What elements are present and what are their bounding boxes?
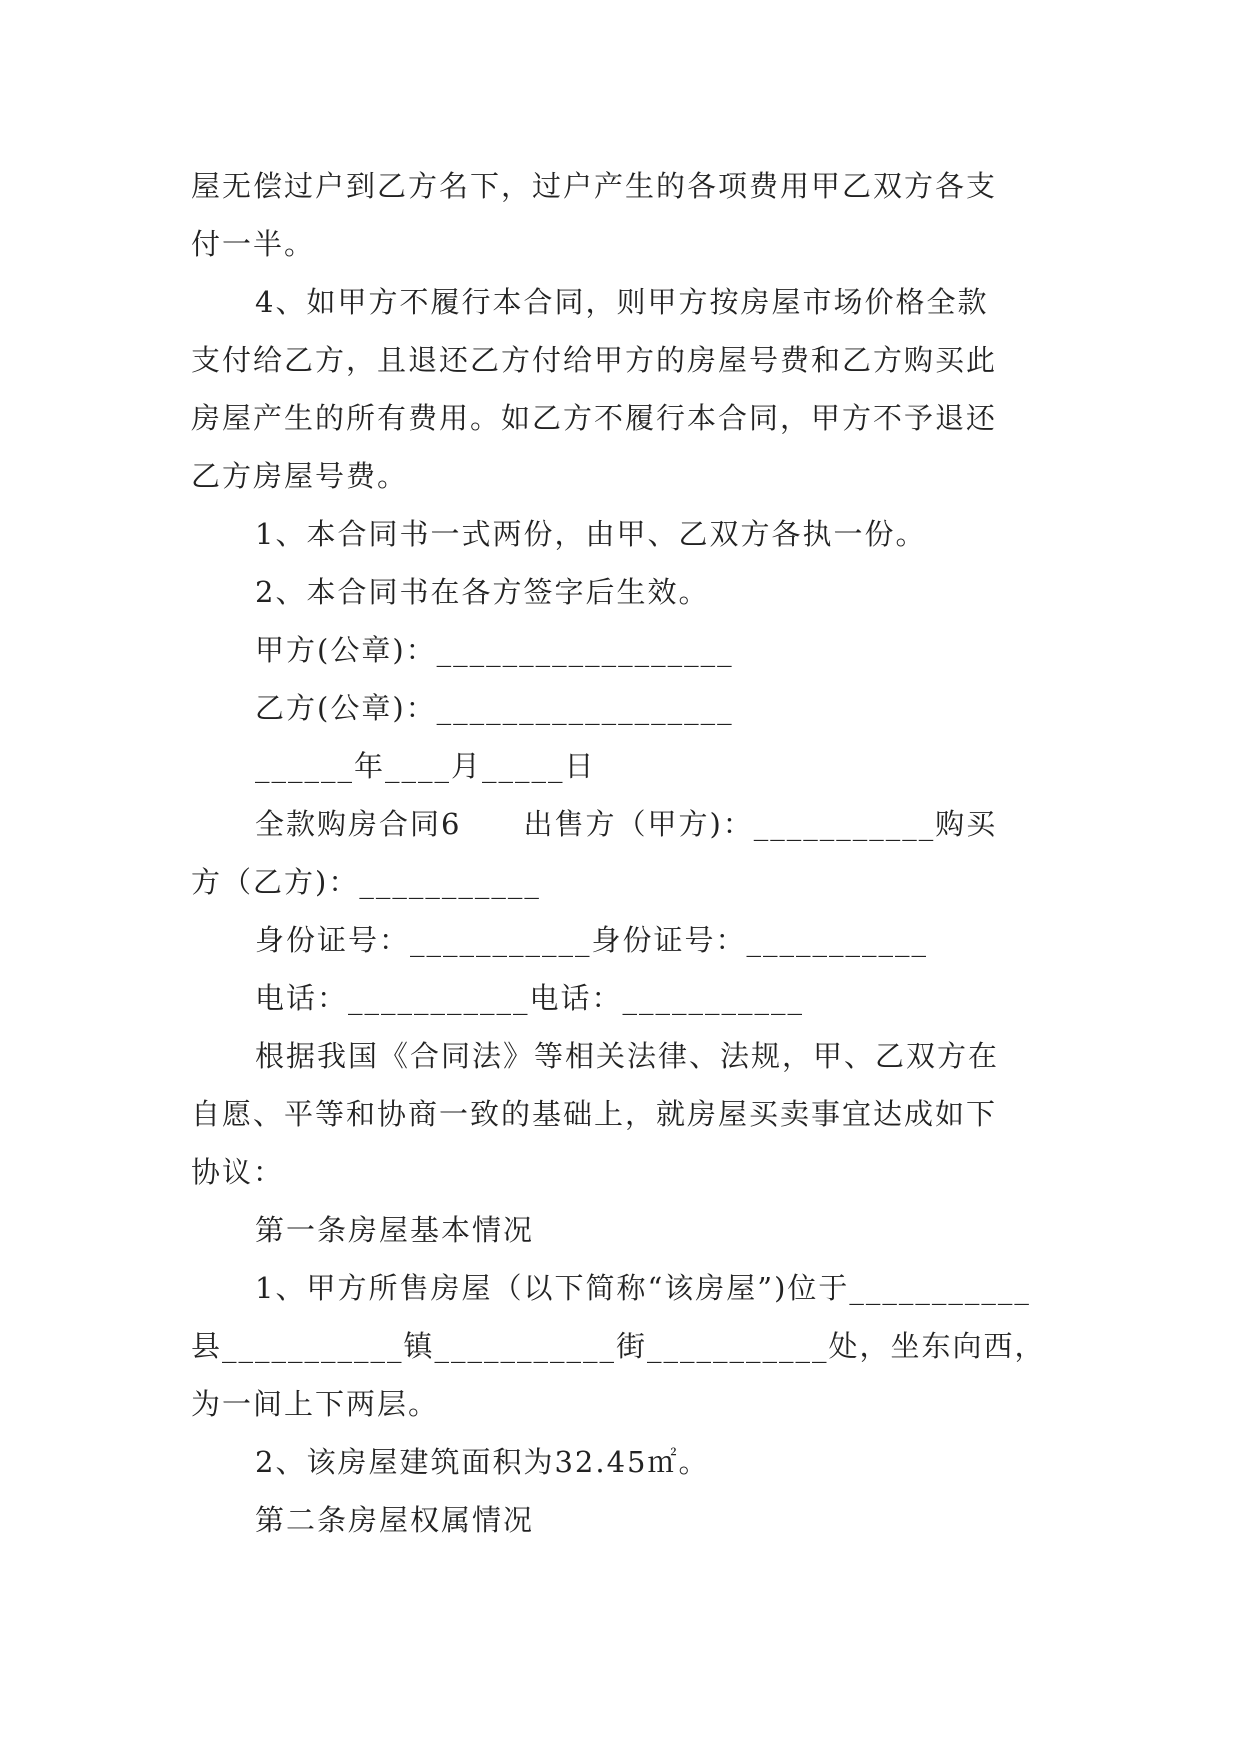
text-line: 1、本合同书一式两份，由甲、乙双方各执一份。 — [255, 517, 927, 551]
signature-line-party-a: 甲方(公章)：__________________ — [255, 633, 734, 667]
text-line: 支付给乙方，且退还乙方付给甲方的房屋号费和乙方购买此 — [191, 343, 998, 377]
text-line: 2、本合同书在各方签字后生效。 — [255, 575, 710, 609]
text-line: 4、如甲方不履行本合同，则甲方按房屋市场价格全款 — [255, 285, 989, 319]
text-line: 为一间上下两层。 — [191, 1387, 440, 1421]
text-line: 全款购房合同6 出售方（甲方)：___________购买 — [255, 807, 998, 841]
text-line: 屋无偿过户到乙方名下，过户产生的各项费用甲乙双方各支 — [191, 169, 998, 203]
text-line: 方（乙方)：___________ — [191, 865, 541, 899]
phone-line: 电话：___________电话：___________ — [255, 981, 805, 1015]
section-heading: 第一条房屋基本情况 — [255, 1213, 535, 1247]
section-heading: 第二条房屋权属情况 — [255, 1503, 535, 1537]
text-line: 2、该房屋建筑面积为32.45㎡。 — [255, 1445, 710, 1479]
date-line: ______年____月_____日 — [255, 749, 596, 783]
text-line: 乙方房屋号费。 — [191, 459, 409, 493]
text-line: 根据我国《合同法》等相关法律、法规，甲、乙双方在 — [255, 1039, 1000, 1073]
text-line: 协议： — [191, 1155, 285, 1189]
text-line: 自愿、平等和协商一致的基础上，就房屋买卖事宜达成如下 — [191, 1097, 998, 1131]
text-line: 1、甲方所售房屋（以下简称“该房屋”)位于___________ — [255, 1271, 1031, 1305]
text-line: 县___________镇___________街___________处，坐东向西， — [191, 1329, 1046, 1363]
id-number-line: 身份证号：___________身份证号：___________ — [255, 923, 929, 957]
signature-line-party-b: 乙方(公章)：__________________ — [255, 691, 734, 725]
text-line: 付一半。 — [191, 227, 316, 261]
text-line: 房屋产生的所有费用。如乙方不履行本合同，甲方不予退还 — [191, 401, 998, 435]
